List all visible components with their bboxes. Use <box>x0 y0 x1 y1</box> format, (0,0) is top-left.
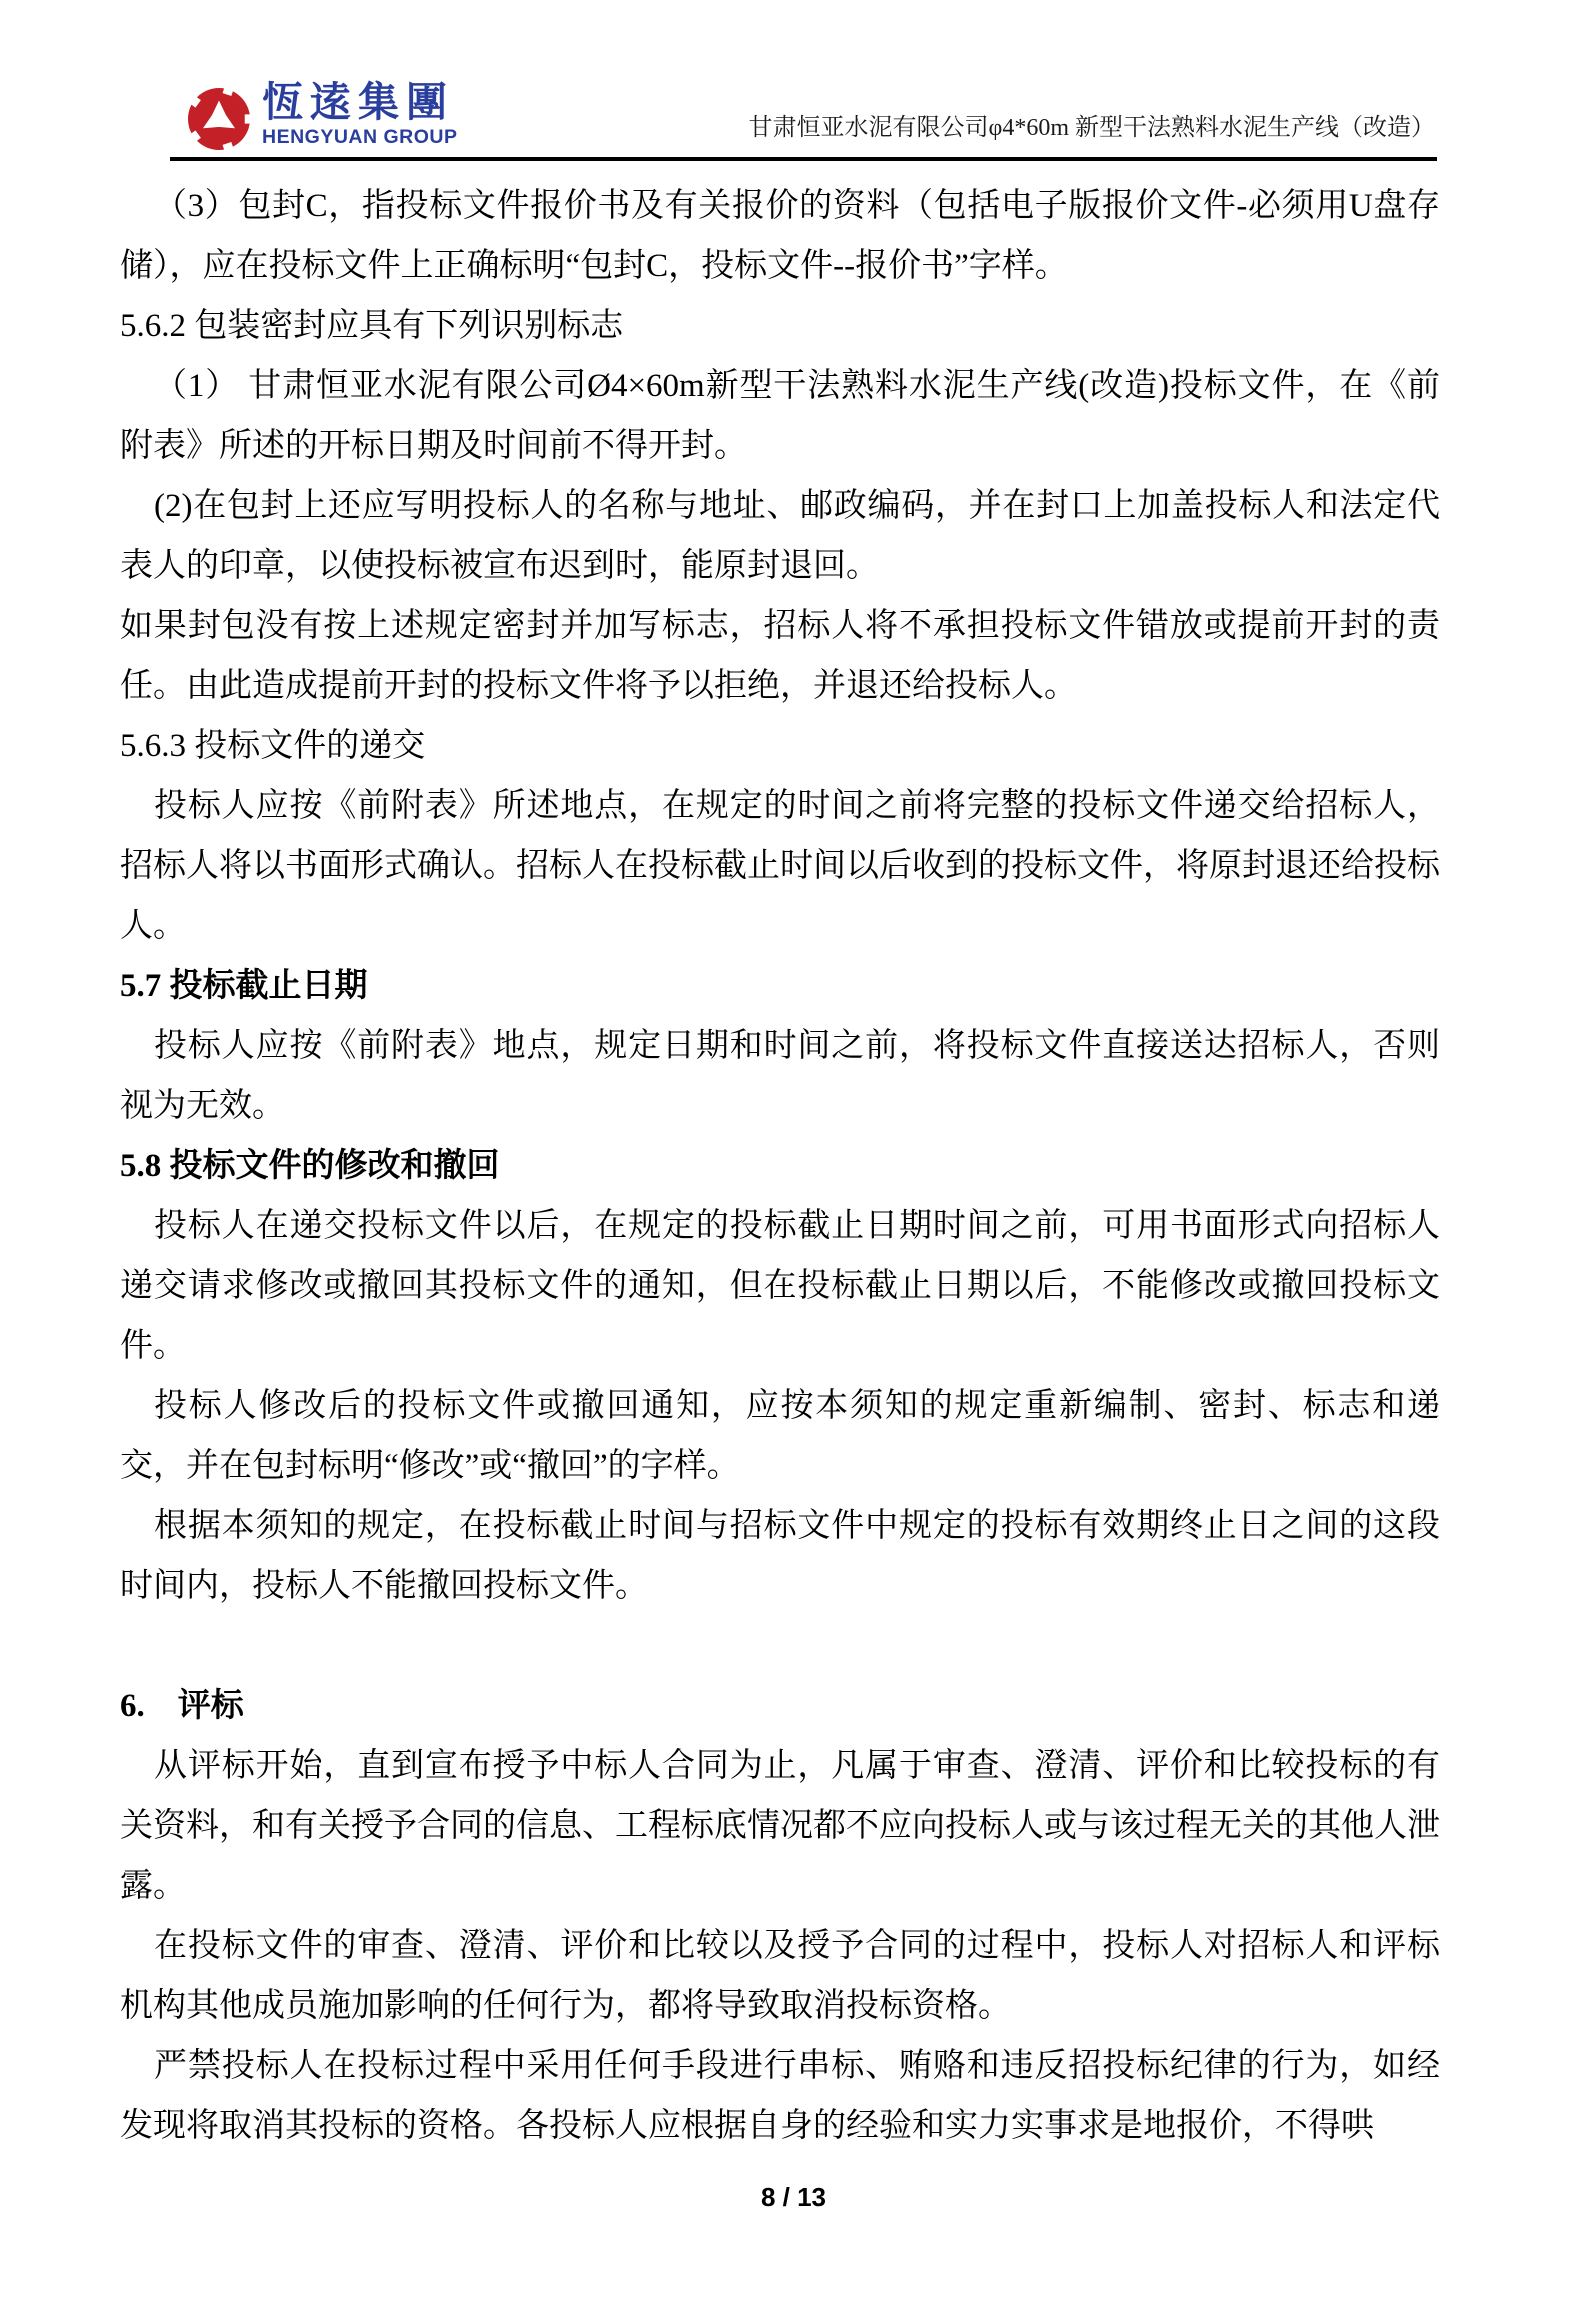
paragraph: (2)在包封上还应写明投标人的名称与地址、邮政编码，并在封口上加盖投标人和法定代表人的印章，以使投标被宣布迟到时，能原封退回。 <box>120 488 1440 584</box>
section-heading: 5.6.3 投标文件的递交 <box>120 728 426 764</box>
paragraph: （1） 甘肃恒亚水泥有限公司Ø4×60m新型干法熟料水泥生产线(改造)投标文件，在《前附表》所述的开标日期及时间前不得开封。 <box>120 368 1440 464</box>
paragraph: 从评标开始，直到宣布授予中标人合同为止，凡属于审查、澄清、评价和比较投标的有关资料，和有关授予合同的信息、工程标底情况都不应向投标人或与该过程无关的其他人泄露。 <box>120 1748 1440 1904</box>
paragraph: 投标人应按《前附表》所述地点，在规定的时间之前将完整的投标文件递交给招标人，招标人将以书面形式确认。招标人在投标截止时间以后收到的投标文件，将原封退还给投标人。 <box>120 788 1440 944</box>
header-divider <box>170 157 1437 161</box>
paragraph: 投标人在递交投标文件以后，在规定的投标截止日期时间之前，可用书面形式向招标人递交请求修改或撤回其投标文件的通知，但在投标截止日期以后，不能修改或撤回投标文件。 <box>120 1208 1440 1364</box>
paragraph: 严禁投标人在投标过程中采用任何手段进行串标、贿赂和违反招投标纪律的行为，如经发现将取消其投标的资格。各投标人应根据自身的经验和实力实事求是地报价，不得哄 <box>120 2048 1440 2144</box>
company-logo <box>186 79 458 152</box>
section-heading: 5.6.2 包装密封应具有下列识别标志 <box>120 308 624 344</box>
paragraph: 投标人应按《前附表》地点，规定日期和时间之前，将投标文件直接送达招标人，否则视为无效。 <box>120 1028 1440 1124</box>
brand-name-chinese: 恆逺集團 <box>262 79 454 125</box>
section-heading: 5.8 投标文件的修改和撤回 <box>120 1148 500 1184</box>
brand-name-english: HENGYUAN GROUP <box>262 126 458 148</box>
paragraph: 根据本须知的规定，在投标截止时间与招标文件中规定的投标有效期终止日之间的这段时间内，投标人不能撤回投标文件。 <box>120 1508 1440 1604</box>
hengyuan-group-emblem-icon <box>186 86 252 152</box>
paragraph: （3）包封C，指投标文件报价书及有关报价的资料（包括电子版报价文件-必须用U盘存储），应在投标文件上正确标明“包封C，投标文件--报价书”字样。 <box>120 188 1440 284</box>
paragraph: 如果封包没有按上述规定密封并加写标志，招标人将不承担投标文件错放或提前开封的责任。由此造成提前开封的投标文件将予以拒绝，并退还给投标人。 <box>120 608 1440 704</box>
page-number: 8 / 13 <box>760 2182 827 2212</box>
section-heading: 5.7 投标截止日期 <box>120 968 368 1004</box>
document-body <box>120 176 1440 2156</box>
paragraph: 在投标文件的审查、澄清、评价和比较以及授予合同的过程中，投标人对招标人和评标机构其他成员施加影响的任何行为，都将导致取消投标资格。 <box>120 1928 1440 2024</box>
logo-text <box>262 79 458 149</box>
paragraph: 投标人修改后的投标文件或撤回通知，应按本须知的规定重新编制、密封、标志和递交，并在包封标明“修改”或“撤回”的字样。 <box>120 1388 1440 1484</box>
section-heading: 6. 评标 <box>120 1688 244 1724</box>
header-project-title: 甘肃恒亚水泥有限公司φ4*60m 新型干法熟料水泥生产线（改造） <box>748 115 1435 141</box>
